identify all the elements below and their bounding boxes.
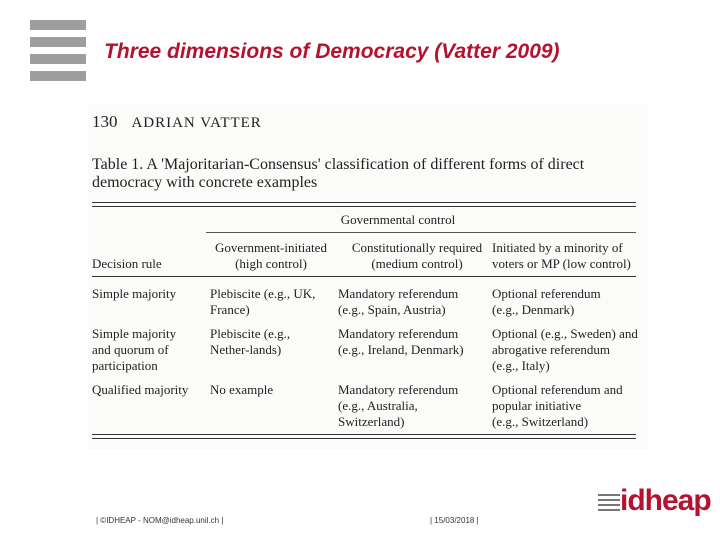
table-cell: Mandatory referendum (e.g., Australia, Switzerland) xyxy=(338,382,459,429)
idheap-logo xyxy=(598,484,711,524)
column-header: Government-initiated (high control) xyxy=(215,240,327,271)
table-top-rule-2 xyxy=(92,206,636,207)
table-cell: Qualified majority xyxy=(92,382,189,397)
table-cell: Simple majority and quorum of participation xyxy=(92,326,177,373)
scanned-table-image xyxy=(88,104,648,450)
menu-bars-decoration xyxy=(30,20,86,88)
table-cell: Optional (e.g., Sweden) and abrogative referendum (e.g., Italy) xyxy=(492,326,638,373)
column-header: Decision rule xyxy=(92,256,162,271)
table-cell: Simple majority xyxy=(92,286,177,301)
page-header xyxy=(92,112,262,132)
column-header: Constitutionally required (medium control) xyxy=(351,240,483,271)
table-top-rule xyxy=(92,202,636,203)
page-number: 130 xyxy=(92,112,118,131)
table-cell: Plebiscite (e.g., Nether-lands) xyxy=(210,326,291,357)
logo-text: idheap xyxy=(620,484,711,517)
table-cell: Mandatory referendum (e.g., Spain, Austria) xyxy=(338,286,459,317)
header-bottom-rule xyxy=(92,276,636,277)
group-header: Governmental control xyxy=(340,212,456,227)
column-header: Initiated by a minority of voters or MP (low control) xyxy=(492,240,631,271)
slide-title: Three dimensions of Democracy (Vatter 2009) xyxy=(104,40,560,63)
table-bottom-rule xyxy=(92,434,636,435)
table-cell: Optional referendum (e.g., Denmark) xyxy=(492,286,601,317)
footer-contact: | ©IDHEAP - NOM@idheap.unil.ch | xyxy=(96,516,224,525)
logo-lines-icon xyxy=(598,494,620,514)
footer-date: | 15/03/2018 | xyxy=(430,516,479,525)
table-cell: Mandatory referendum (e.g., Ireland, Denmark) xyxy=(338,326,464,357)
author-name: ADRIAN VATTER xyxy=(131,115,262,131)
table-cell: Optional referendum and popular initiative (e.g., Switzerland) xyxy=(492,382,623,429)
table-bottom-rule-2 xyxy=(92,438,636,439)
table-caption: Table 1. A 'Majoritarian-Consensus' classification of different forms of direct democracy with concrete examples xyxy=(92,156,585,191)
group-header-rule xyxy=(206,232,636,233)
table-cell: No example xyxy=(210,382,274,397)
table-cell: Plebiscite (e.g., UK, France) xyxy=(210,286,316,317)
